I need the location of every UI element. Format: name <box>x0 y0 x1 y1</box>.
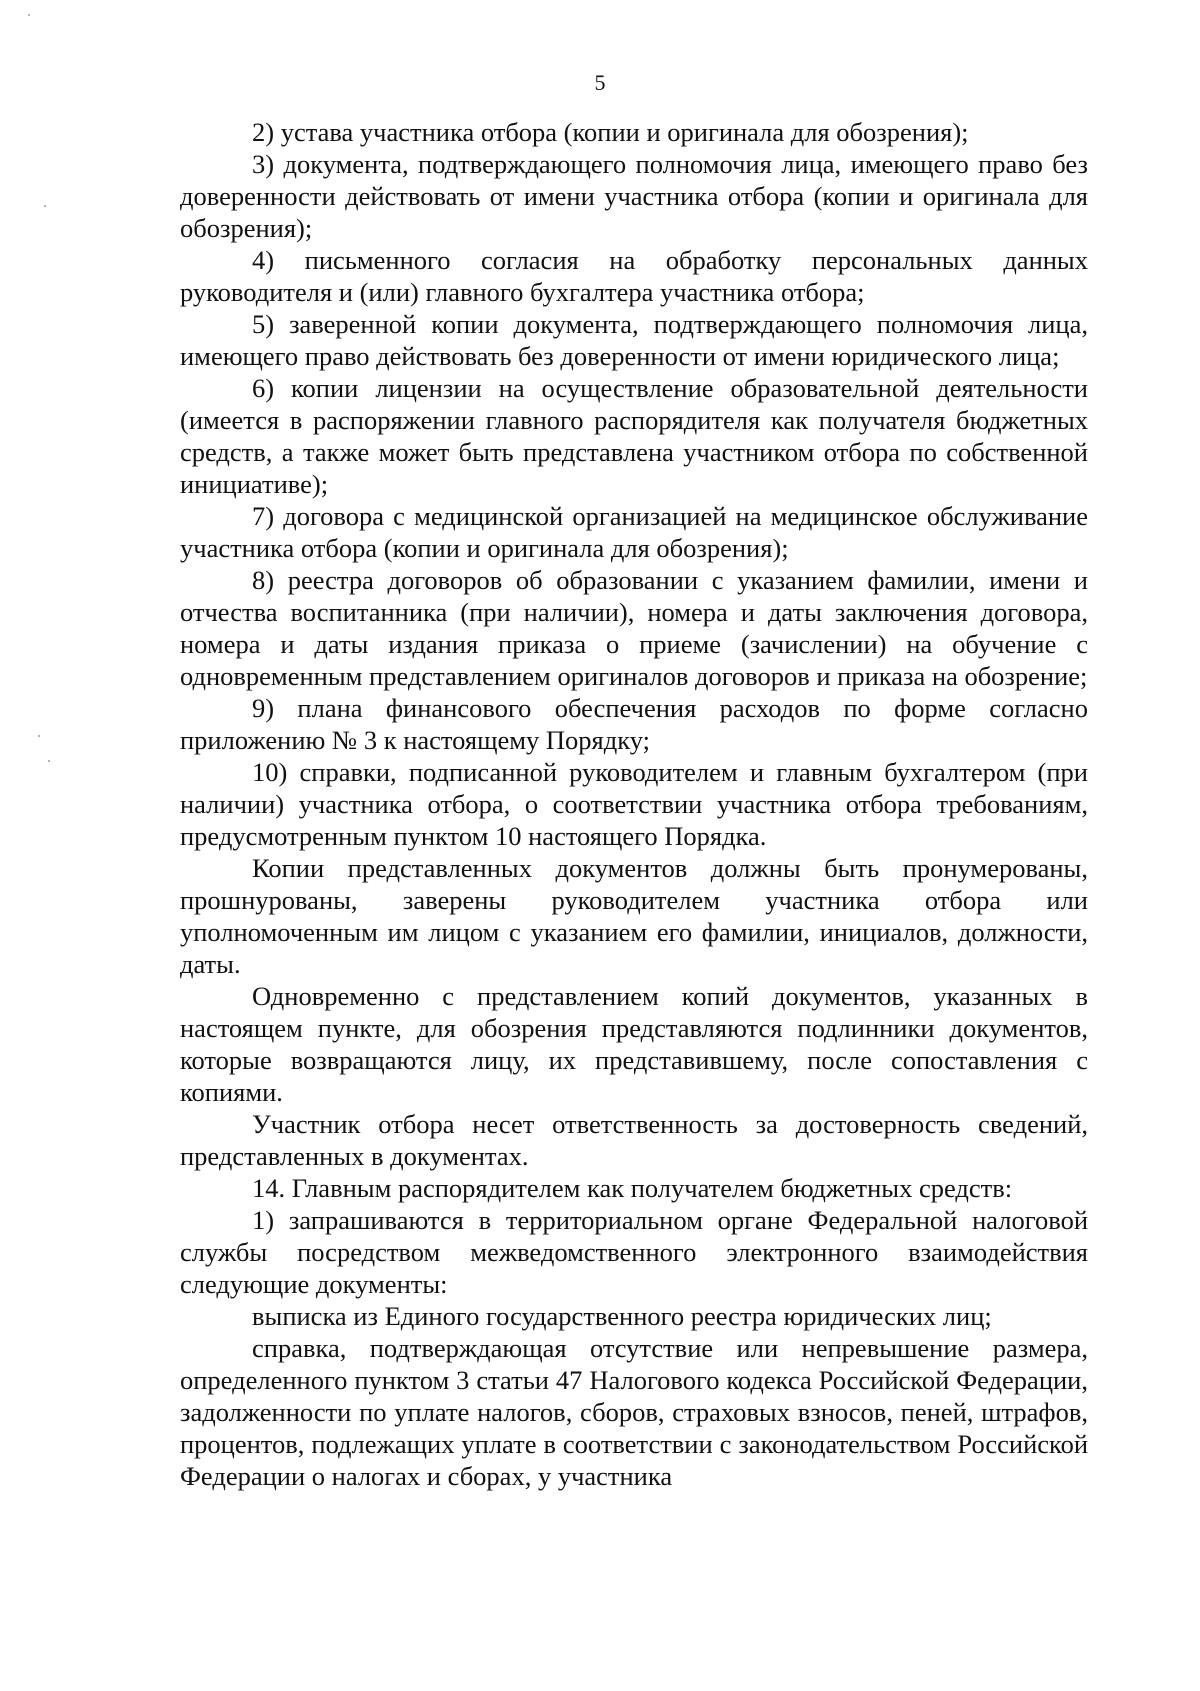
page-number: 5 <box>594 70 606 95</box>
scan-speck <box>38 735 40 737</box>
paragraph-14-item-1: 1) запрашиваются в территориальном органе Федеральной налоговой службы посредством межведомственного электронного взаимодействия следующие документы: <box>180 1205 1088 1299</box>
paragraph-responsibility: Участник отбора несет ответственность за достоверность сведений, представленных в документах. <box>180 1109 1088 1171</box>
paragraph-item-4-consent: 4) письменного согласия на обработку персональных данных руководителя и (или) главного бухгалтера участника отбора; <box>180 245 1088 307</box>
paragraph-item-9-financial-plan: 9) плана финансового обеспечения расходов по форме согласно приложению № 3 к настоящему Порядку; <box>180 693 1088 755</box>
paragraph-tax-certificate: справка, подтверждающая отсутствие или непревышение размера, определенного пунктом 3 статьи 47 Налогового кодекса Российской Федерации, задолженности по уплате налогов, сборов, страховых взносов, пеней, штрафов, процентов, подлежащих уплате в соответствии с законодательством Российской Федерации о налогах и сборах, у участника <box>180 1333 1088 1491</box>
paragraph-copies-requirements: Копии представленных документов должны быть пронумерованы, прошнурованы, заверены руководителем участника отбора или уполномоченным им лицом с указанием его фамилии, инициалов, должности, даты. <box>180 853 1088 979</box>
paragraph-section-14: 14. Главным распорядителем как получателем бюджетных средств: <box>252 1173 1013 1203</box>
document-body <box>180 116 1088 1492</box>
scan-speck <box>28 14 30 16</box>
paragraph-item-3-authority-document: 3) документа, подтверждающего полномочия лица, имеющего право без доверенности действовать от имени участника отбора (копии и оригинала для обозрения); <box>180 149 1088 243</box>
scan-speck <box>44 205 46 207</box>
paragraph-item-6-license: 6) копии лицензии на осуществление образовательной деятельности (имеется в распоряжении главного распорядителя как получателя бюджетных средств, а также может быть представлена участником отбора по собственной инициативе); <box>180 373 1088 499</box>
paragraph-originals-review: Одновременно с представлением копий документов, указанных в настоящем пункте, для обозрения представляются подлинники документов, которые возвращаются лицу, их представившему, после сопоставления с копиями. <box>180 981 1088 1107</box>
paragraph-item-2-charter: 2) устава участника отбора (копии и оригинала для обозрения); <box>252 117 969 147</box>
paragraph-item-5-certified-copy: 5) заверенной копии документа, подтверждающего полномочия лица, имеющего право действовать без доверенности от имени юридического лица; <box>180 309 1088 371</box>
paragraph-egrul-extract: выписка из Единого государственного реестра юридических лиц; <box>252 1301 992 1331</box>
paragraph-item-10-certificate: 10) справки, подписанной руководителем и главным бухгалтером (при наличии) участника отбора, о соответствии участника отбора требованиям, предусмотренным пунктом 10 настоящего Порядка. <box>180 757 1088 851</box>
scan-speck <box>48 760 50 762</box>
paragraph-item-8-contracts-registry: 8) реестра договоров об образовании с указанием фамилии, имени и отчества воспитанника (при наличии), номера и даты заключения договора, номера и даты издания приказа о приеме (зачислении) на обучение с одновременным представлением оригиналов договоров и приказа на обозрение; <box>180 565 1088 691</box>
paragraph-item-7-medical-contract: 7) договора с медицинской организацией на медицинское обслуживание участника отбора (копии и оригинала для обозрения); <box>180 501 1088 563</box>
